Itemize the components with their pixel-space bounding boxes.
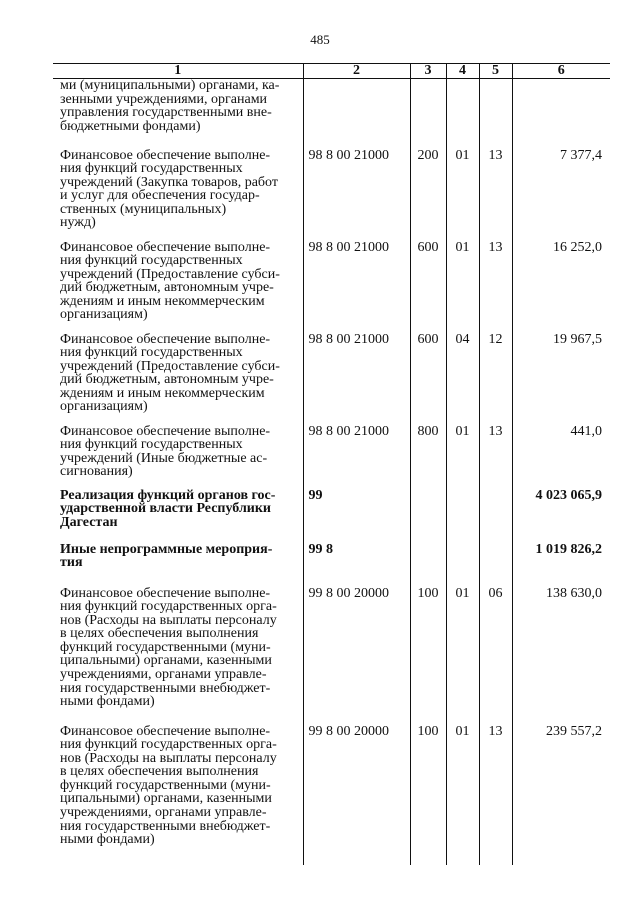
description-line: нов (Расходы на выплаты персоналу [60, 750, 277, 766]
description-line: ния государственными внебюджет- [60, 680, 271, 696]
row-target-code: 98 8 00 21000 [303, 149, 410, 241]
row-expense-type: 600 [410, 241, 446, 333]
description-line: нов (Расходы на выплаты персоналу [60, 612, 277, 628]
row-expense-type: 600 [410, 333, 446, 425]
table-row [53, 333, 610, 425]
description-line: ждениям и иным некоммерческим [60, 293, 265, 309]
description-line: Иные непрограммные мероприя- [60, 541, 273, 557]
row-description [53, 241, 303, 333]
description-line: ния функций государственных [60, 161, 243, 177]
row-subsection: 13 [479, 425, 512, 489]
description-line: сигнования) [60, 464, 133, 480]
row-expense-type [410, 489, 446, 543]
row-description [53, 543, 303, 587]
row-amount [512, 79, 610, 149]
row-description [53, 425, 303, 489]
description-line: Финансовое обеспечение выполне- [60, 239, 271, 255]
description-line: ния функций государственных орга- [60, 599, 277, 615]
description-line: функций государственными (муни- [60, 777, 271, 793]
row-expense-type: 100 [410, 587, 446, 725]
row-amount: 239 557,2 [512, 725, 610, 865]
row-description [53, 79, 303, 149]
description-line: ударственной власти Республики [60, 501, 271, 517]
row-expense-type: 100 [410, 725, 446, 865]
description-line: Дагестан [60, 514, 118, 530]
description-line: ми (муниципальными) органами, ка- [60, 78, 280, 93]
table-header [53, 64, 610, 79]
table-row [53, 149, 610, 241]
description-line: Финансовое обеспечение выполне- [60, 585, 271, 601]
row-target-code: 98 8 00 21000 [303, 425, 410, 489]
table-body [53, 79, 610, 865]
row-target-code: 99 8 00 20000 [303, 587, 410, 725]
row-amount: 1 019 826,2 [512, 543, 610, 587]
row-expense-type [410, 543, 446, 587]
description-line: в целях обеспечения выполнения [60, 764, 259, 780]
description-line: Финансовое обеспечение выполне- [60, 423, 271, 439]
description-line: бюджетными фондами) [60, 118, 201, 134]
row-expense-type: 200 [410, 149, 446, 241]
description-line: учреждениями, органами управле- [60, 667, 267, 683]
row-target-code: 99 8 [303, 543, 410, 587]
row-amount: 7 377,4 [512, 149, 610, 241]
row-target-code: 99 [303, 489, 410, 543]
description-line: ния функций государственных [60, 437, 243, 453]
description-line: организациям) [60, 307, 148, 323]
description-line: ния государственными внебюджет- [60, 818, 271, 834]
description-line: ными фондами) [60, 694, 155, 710]
row-section: 04 [446, 333, 479, 425]
row-amount: 19 967,5 [512, 333, 610, 425]
row-subsection: 06 [479, 587, 512, 725]
description-line: Финансовое обеспечение выполне- [60, 331, 271, 347]
header-col-5: 5 [479, 64, 512, 79]
row-subsection [479, 489, 512, 543]
row-section [446, 79, 479, 149]
row-subsection: 13 [479, 241, 512, 333]
description-line: нужд) [60, 215, 96, 231]
row-section [446, 489, 479, 543]
header-col-2: 2 [303, 64, 410, 79]
row-section: 01 [446, 241, 479, 333]
header-col-4: 4 [446, 64, 479, 79]
description-line: организациям) [60, 399, 148, 415]
row-section [446, 543, 479, 587]
description-line: зенными учреждениями, органами [60, 91, 268, 107]
description-line: Реализация функций органов гос- [60, 487, 276, 503]
row-description [53, 149, 303, 241]
row-section: 01 [446, 725, 479, 865]
description-line: ния функций государственных [60, 345, 243, 361]
table-row [53, 241, 610, 333]
description-line: учреждений (Иные бюджетные ас- [60, 450, 268, 466]
row-amount: 138 630,0 [512, 587, 610, 725]
row-description [53, 333, 303, 425]
row-section: 01 [446, 149, 479, 241]
row-amount: 441,0 [512, 425, 610, 489]
description-line: Финансовое обеспечение выполне- [60, 147, 271, 163]
description-line: дий бюджетным, автономным учре- [60, 280, 274, 296]
description-line: ния функций государственных орга- [60, 737, 277, 753]
row-amount: 4 023 065,9 [512, 489, 610, 543]
description-line: и услуг для обеспечения государ- [60, 188, 260, 204]
description-line: тия [60, 555, 83, 571]
description-line: ными фондами) [60, 832, 155, 848]
header-col-6: 6 [512, 64, 610, 79]
table-row [53, 489, 610, 543]
row-expense-type [410, 79, 446, 149]
row-target-code: 99 8 00 20000 [303, 725, 410, 865]
row-subsection: 12 [479, 333, 512, 425]
description-line: ципальными) органами, казенными [60, 791, 272, 807]
row-expense-type: 800 [410, 425, 446, 489]
description-line: управления государственными вне- [60, 105, 272, 121]
description-line: функций государственными (муни- [60, 639, 271, 655]
row-description [53, 587, 303, 725]
row-target-code: 98 8 00 21000 [303, 333, 410, 425]
description-line: дий бюджетным, автономным учре- [60, 372, 274, 388]
description-line: ственных (муниципальных) [60, 201, 227, 217]
description-line: в целях обеспечения выполнения [60, 626, 259, 642]
description-line: ципальными) органами, казенными [60, 653, 272, 669]
table-row [53, 425, 610, 489]
header-col-3: 3 [410, 64, 446, 79]
table-row [53, 543, 610, 587]
row-amount: 16 252,0 [512, 241, 610, 333]
description-line: учреждений (Предоставление субси- [60, 266, 280, 282]
row-subsection [479, 79, 512, 149]
row-subsection: 13 [479, 725, 512, 865]
row-target-code [303, 79, 410, 149]
description-line: ния функций государственных [60, 253, 243, 269]
row-subsection [479, 543, 512, 587]
header-col-1: 1 [53, 64, 303, 79]
page-number: 485 [310, 32, 330, 47]
row-target-code: 98 8 00 21000 [303, 241, 410, 333]
row-description [53, 489, 303, 543]
description-line: учреждениями, органами управле- [60, 805, 267, 821]
row-section: 01 [446, 587, 479, 725]
budget-table [53, 63, 610, 865]
table-row [53, 587, 610, 725]
row-description [53, 725, 303, 865]
description-line: учреждений (Предоставление субси- [60, 358, 280, 374]
row-section: 01 [446, 425, 479, 489]
description-line: ждениям и иным некоммерческим [60, 385, 265, 401]
description-line: учреждений (Закупка товаров, работ [60, 174, 278, 190]
row-subsection: 13 [479, 149, 512, 241]
table-row [53, 79, 610, 149]
description-line: Финансовое обеспечение выполне- [60, 723, 271, 739]
table-row [53, 725, 610, 865]
